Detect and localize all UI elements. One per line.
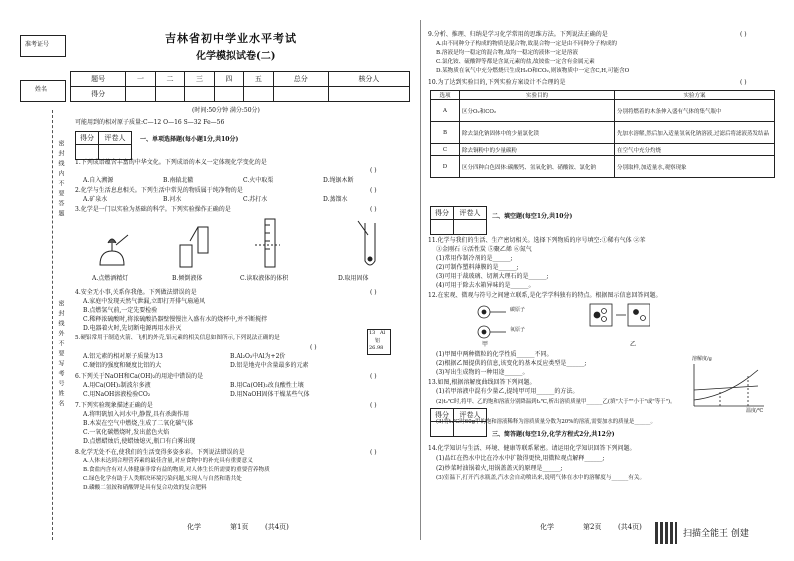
- grader-name: 评卷人: [99, 132, 132, 145]
- q10-cell: 分别将燃着的木条伸入盛有气体的集气瓶中: [615, 100, 775, 122]
- score-cell: 五: [244, 72, 273, 87]
- q6-b: B.用Ca(OH)₂改良酸性土壤: [230, 382, 304, 389]
- q3-figures: [80, 215, 400, 275]
- q10-cell: A: [431, 100, 460, 122]
- q5-bracket: ( ): [310, 344, 317, 351]
- curve-yi: [694, 386, 758, 390]
- q8-stem: 8.化学无处不在,使我们的生活变得多姿多彩。下列说法错误的是: [75, 449, 245, 456]
- q12-figure: [470, 302, 650, 342]
- q4-stem: 4.安全无小事,关系你我他。下列做法错误的是: [75, 289, 197, 296]
- score-table: [70, 71, 410, 102]
- seal-text-2: 密封线外不要写考号姓名: [57, 300, 64, 410]
- q13-item: (3)将t₁℃时60g甲的饱和溶液稀释为溶质质量分数为20%的溶液,需要加水的质量是______。: [436, 419, 656, 425]
- q5-d: D.铝是地壳中含量最多的元素: [230, 362, 309, 369]
- q1-a: A.自入溯源: [83, 177, 114, 184]
- q10-cell: 除去氯化钠固体中的少量氯化镁: [460, 122, 615, 144]
- q11-item: (3)可用于裁玻璃、切割大理石的是______;: [436, 273, 549, 280]
- q6-d: D.用NaOH固体干燥某些气体: [230, 391, 310, 398]
- q3-a: A.点燃酒精灯: [92, 275, 129, 282]
- q3-c: C.读取液体的体积: [240, 275, 289, 282]
- q4-line: A.家庭中发现天然气泄漏,立即打开排气扇通风: [83, 298, 206, 305]
- q14-stem: 14.化学知识与生活、环境、健康等联系紧密。请运用化学知识回答下列问题。: [428, 445, 636, 452]
- q10-row: [431, 156, 775, 178]
- q9-stem: 9.分析、推理、归纳是学习化学常用的思维方法。下列说法正确的是: [428, 31, 608, 38]
- q4-bracket: ( ): [370, 289, 377, 296]
- q9-line: C.氯化铵、硫酸钾等都是含氮元素的盐,故铵盐一定含有金属元素: [436, 59, 595, 65]
- qr-code-icon: [655, 522, 677, 544]
- alcohol-lamp-figure: [100, 235, 128, 265]
- q7-line: D.点燃蜡烛后,使蜡烛熄灭,瓶口有白雾出现: [83, 438, 196, 445]
- time-note: (时间:50分钟 满分:50分): [192, 107, 260, 114]
- q12-label-c: 碳原子: [510, 307, 526, 313]
- q10-header: 实验方案: [615, 91, 775, 100]
- q11-item: (2)可制作塑料薄膜的是______;: [436, 264, 519, 271]
- q13-stem: 13.如图,根据溶解度曲线回答下列问题。: [428, 379, 536, 386]
- curve-xlabel: 温度/℃: [746, 408, 764, 414]
- grader-box-2: [430, 206, 487, 235]
- grader-cell: [99, 145, 132, 160]
- q4-line: B.点燃氢气前,一定先要检验: [83, 307, 158, 314]
- tile-name: 铝: [375, 338, 381, 344]
- score-cell: [328, 87, 409, 102]
- q2-d: D.蒸馏水: [323, 196, 348, 203]
- section3-title: 三、简答题(每空1分,化学方程式2分,共12分): [492, 431, 615, 438]
- grader-cell: [454, 422, 487, 437]
- q4-line: D.电器着火时,先切断电源再用水扑灭: [83, 325, 182, 332]
- section1-title: 一、单项选择题(每小题1分,共10分): [140, 136, 239, 143]
- q12-item: (2)根据乙图提供的信息,该变化的基本反应类型是______;: [436, 360, 587, 367]
- score-row-2: [71, 87, 410, 102]
- q12-label-o: 氧原子: [510, 327, 526, 333]
- q5-b: B.Al₂O₃中Al为+2价: [230, 353, 286, 360]
- q10-row: [431, 100, 775, 122]
- solubility-curve: [688, 360, 768, 412]
- q9-line: B.溶液是均一稳定的混合物,故均一稳定的液体一定是溶液: [436, 50, 578, 56]
- watermark-text: 扫描全能王 创建: [683, 529, 749, 539]
- grader-cell: [431, 422, 454, 437]
- q2-b: B.河水: [163, 196, 182, 203]
- q12-label-yi: 乙: [630, 341, 637, 348]
- section2-title: 二、填空题(每空1分,共10分): [492, 213, 573, 220]
- score-cell: [273, 87, 328, 102]
- q9-bracket: ( ): [740, 31, 747, 38]
- q4-line: C.稀释浓硫酸时,将浓硫酸沿器壁慢慢注入盛有水的烧杯中,并不断搅拌: [83, 316, 268, 323]
- test-tube-figure: [358, 221, 375, 265]
- grader-name: 评卷人: [454, 207, 487, 220]
- curve-ylabel: 溶解度/g: [692, 356, 712, 362]
- grader-cell: [76, 145, 99, 160]
- q12-item: (1)甲图中两种微粒的化学性质______不同。: [436, 351, 553, 358]
- q10-header: 选项: [431, 91, 460, 100]
- score-cell: [214, 87, 243, 102]
- exam-title: 吉林省初中学业水平考试: [165, 32, 297, 45]
- footer-left-page: 第1页: [230, 523, 249, 531]
- q14-item: (3)室温下,打开汽水瓶盖,汽水会自动喷出来,说明气体在水中的溶解度与______有关。: [436, 475, 646, 481]
- q12-stem: 12.在宏观、微观与符号之间建立联系,是化学学科独有的特点。根据图示信息回答问题。: [428, 292, 662, 299]
- q7-line: A.将明矾加入河水中,静置,具有杀菌作用: [83, 411, 190, 418]
- score-cell: 得分: [71, 87, 126, 102]
- q8-bracket: ( ): [370, 449, 377, 456]
- score-cell: 四: [214, 72, 243, 87]
- q6-c: C.用NaOH溶液检验CO₂: [83, 391, 151, 398]
- q6-stem: 6.下列关于NaOH和Ca(OH)₂的用途中错误的是: [75, 373, 204, 380]
- q10-cell: C: [431, 144, 460, 156]
- q11-item: (1)常用作制冷剂的是______;: [436, 255, 513, 262]
- exam-no-label: 准考证号: [25, 41, 50, 48]
- atomic-masses: 可能用到的相对原子质量:C—12 O—16 S—32 Fe—56: [75, 119, 225, 126]
- q2-a: A.矿泉水: [83, 196, 108, 203]
- q8-line: C.绿色化学有助于人类解决环境污染问题,实现人与自然和谐共处: [83, 476, 242, 482]
- score-cell: 一: [126, 72, 155, 87]
- q10-stem: 10.为了达到实验目的,下列实验方案设计不合理的是: [428, 79, 566, 86]
- q10-cell: 除去铜粉中的少量碳粉: [460, 144, 615, 156]
- q3-d: D.取用固体: [338, 275, 369, 282]
- grader-score: 得分: [431, 409, 454, 422]
- pouring-figure: [180, 227, 208, 267]
- footer-left-subject: 化学: [187, 523, 201, 531]
- q3-stem: 3.化学是一门以实验为基础的科学。下列实验操作正确的是: [75, 206, 231, 213]
- q10-cell: B: [431, 122, 460, 144]
- q2-bracket: ( ): [370, 187, 377, 194]
- score-cell: 核分人: [328, 72, 409, 87]
- score-cell: [155, 87, 184, 102]
- seal-line: [52, 110, 53, 540]
- q7-line: C.一氧化碳燃烧时,发出蓝色火焰: [83, 429, 170, 436]
- q10-cell: 先加水溶解,然后加入适量氢氧化钠溶液,过滤后将滤液蒸发结晶: [615, 122, 775, 144]
- q3-b: B.倾倒液体: [172, 275, 203, 282]
- q10-bracket: ( ): [740, 79, 747, 86]
- footer-right-total: (共4页): [618, 523, 642, 531]
- q6-bracket: ( ): [370, 373, 377, 380]
- q6-a: A.用Ca(OH)₂制波尔多液: [83, 382, 151, 389]
- q1-d: D.绳锯木断: [323, 177, 354, 184]
- tile-sym: Al: [380, 330, 386, 336]
- q13-item: (1)若甲溶液中混有少量乙,提纯甲可用______的方法。: [436, 388, 579, 395]
- q11-line2: ③金刚石 ④活性炭 ⑤聚乙烯 ⑥氮气: [436, 246, 532, 253]
- score-cell: [244, 87, 273, 102]
- q10-header: 实验目的: [460, 91, 615, 100]
- q2-stem: 2.化学与生活息息相关。下列生活中常见的物质属于纯净物的是: [75, 187, 243, 194]
- footer-left-total: (共4页): [265, 523, 289, 531]
- score-cell: [185, 87, 214, 102]
- score-cell: 总分: [273, 72, 328, 87]
- q10-row: [431, 144, 775, 156]
- cylinder-figure: [255, 219, 280, 267]
- score-row-1: [71, 72, 410, 87]
- q7-stem: 7.下列实验现象描述正确的是: [75, 402, 153, 409]
- q10-cell: 在空气中充分灼烧: [615, 144, 775, 156]
- q5-c: C.硬铝的强度和硬度比铝的大: [83, 362, 162, 369]
- page-divider: [420, 20, 421, 540]
- q14-item: (2)炒菜时油锅着火,用锅盖盖灭的原理是______;: [436, 465, 563, 472]
- q14-item: (1)品红在热水中比在冷水中扩散得更快,用微粒观点解释______;: [436, 455, 605, 462]
- grader-cell: [454, 220, 487, 235]
- q7-line: B.木炭在空气中燃烧,生成了二氧化碳气体: [83, 420, 194, 427]
- grader-box-3: [430, 408, 487, 437]
- curve-jia: [694, 370, 758, 400]
- grader-score: 得分: [76, 132, 99, 145]
- q10-cell: 区分四种白色固体:碳酸钙、氢氧化钠、硝酸铵、氯化钠: [460, 156, 615, 178]
- q10-cell: D: [431, 156, 460, 178]
- q5-stem: 5.硬铝常用于制造火箭、飞机的外壳,铝元素的相关信息如图所示,下列说法正确的是: [75, 335, 280, 341]
- score-cell: [126, 87, 155, 102]
- q10-cell: 区分O₂和CO₂: [460, 100, 615, 122]
- q10-header-row: [431, 91, 775, 100]
- grader-score: 得分: [431, 207, 454, 220]
- q10-table: [430, 90, 775, 178]
- q5-a: A.铝元素的相对原子质量为13: [83, 353, 163, 360]
- q8-line: A.人体未达到合理营养素的最佳含量,对应食物中的补充具有重要意义: [83, 458, 253, 464]
- q11-stem: 11.化学与我们的生活、生产密切相关。选择下列物质的序号填空:①稀有气体 ②苯: [428, 237, 646, 244]
- q8-line: B.食盐内含有对人体健康非常有益的物质,对人体生长所需要的重要营养物质: [83, 467, 270, 473]
- q10-row: [431, 122, 775, 144]
- q1-stem: 1.下列成语蕴含丰富的中华文化。下列成语的本义一定体现化学变化的是: [75, 159, 267, 166]
- q7-bracket: ( ): [370, 402, 377, 409]
- q9-line: D.某物质在氧气中充分燃烧只生成H₂O和CO₂,则该物质中一定含C,H,可能含O: [436, 68, 630, 74]
- score-cell: 三: [185, 72, 214, 87]
- q8-line: D.磷酸二氢铵和硝酸钾是具有复合功效的复合肥料: [83, 485, 207, 491]
- exam-subtitle: 化学模拟试卷(二): [196, 51, 276, 62]
- score-cell: 二: [155, 72, 184, 87]
- q2-c: C.苏打水: [243, 196, 268, 203]
- seal-text-1: 密封线内不要答题: [57, 140, 64, 220]
- footer-right-page: 第2页: [583, 523, 602, 531]
- grader-name: 评卷人: [454, 409, 487, 422]
- q9-line: A.由不同种分子构成的物质是混合物,故混合物一定是由不同种分子构成的: [436, 41, 618, 47]
- binding-strip: [0, 0, 70, 561]
- grader-box: [75, 131, 132, 160]
- q10-cell: 分别取样,加适量水,观察现象: [615, 156, 775, 178]
- grader-cell: [431, 220, 454, 235]
- q1-bracket: ( ): [370, 167, 377, 174]
- footer-right-subject: 化学: [540, 523, 554, 531]
- q11-item: (4)可用于除去水箱异味的是______。: [436, 282, 535, 289]
- q12-item: (3)写出生成物的一种用途______。: [436, 369, 529, 376]
- q12-label-jia: 甲: [482, 341, 489, 348]
- score-cell: 题号: [71, 72, 126, 87]
- tile-num: 13: [369, 330, 376, 336]
- name-label: 姓名: [35, 86, 48, 93]
- q13-item: (2)t₂℃时,将甲、乙的饱和溶液分别降温到t₁℃,析出溶质质量甲______乙(填"大于""小于"或"等于")。: [436, 399, 676, 405]
- tile-mass: 26.98: [369, 345, 384, 351]
- q1-b: B.南辕北辙: [163, 177, 194, 184]
- q1-c: C.火中取栗: [243, 177, 274, 184]
- q3-bracket: ( ): [370, 206, 377, 213]
